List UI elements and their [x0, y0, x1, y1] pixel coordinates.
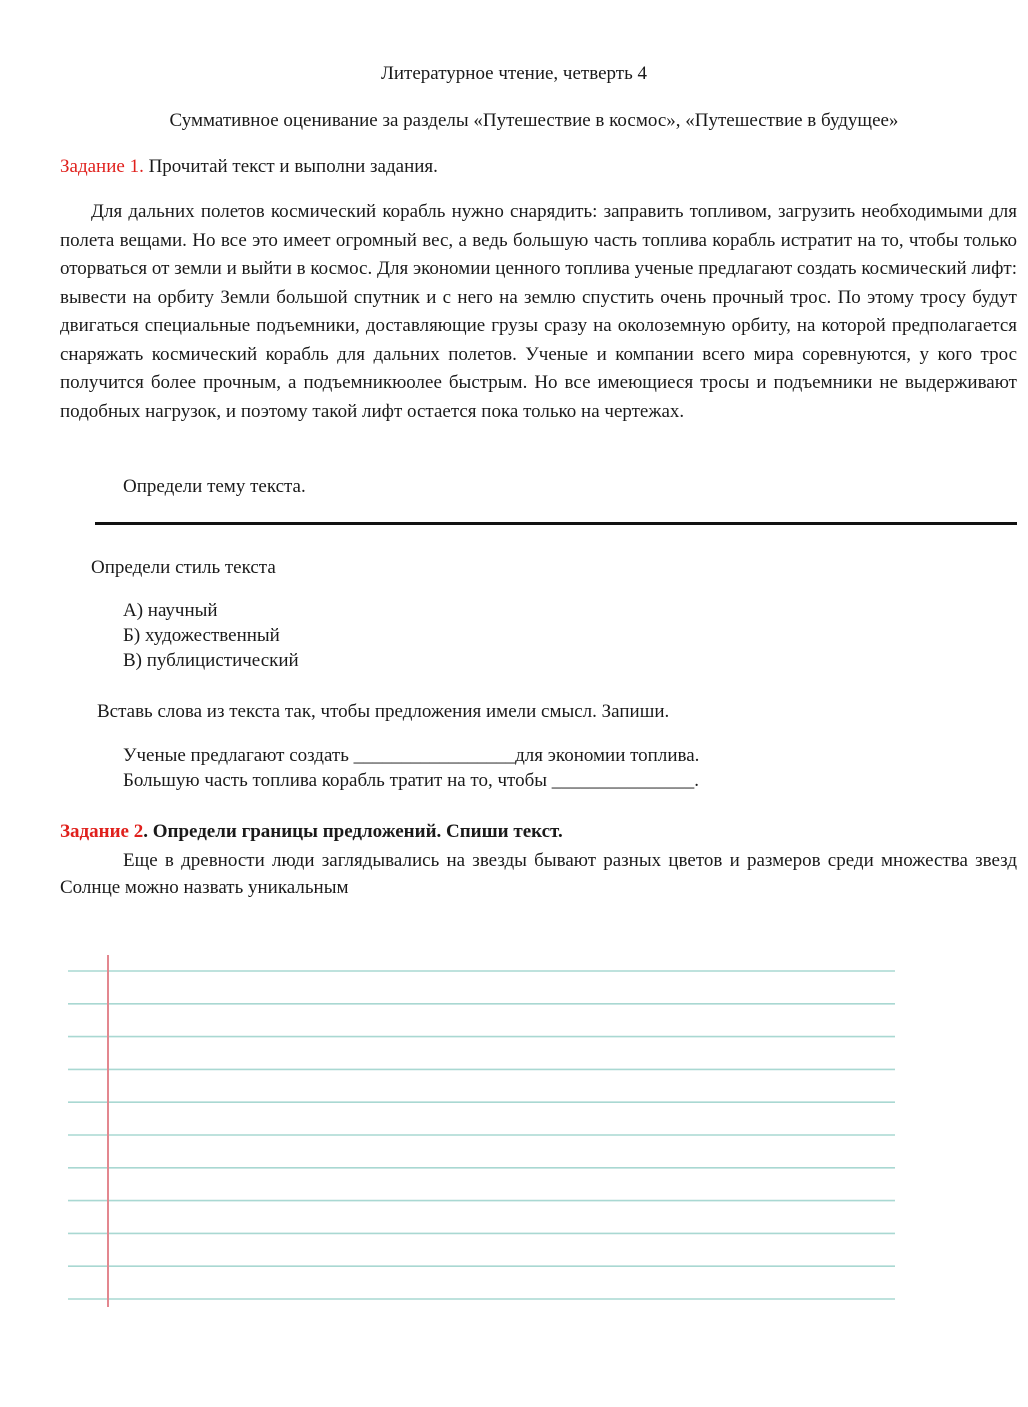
theme-answer-line[interactable] [95, 522, 1017, 525]
fill1-after: для экономии топлива. [515, 745, 700, 766]
task1-label: Задание 1. [60, 156, 144, 177]
task2-text: Еще в древности люди заглядывались на звезды бывают разных цветов и размеров среди множества звезд Солнце можно назвать уникальным [60, 850, 1017, 898]
question-insert: Вставь слова из текста так, чтобы предложения имели смысл. Запиши. [97, 701, 670, 722]
fill-sentence-1 [123, 744, 699, 768]
fill2-blank[interactable]: _______________ [551, 770, 695, 791]
page-title: Литературное чтение, четверть 4 [381, 63, 647, 84]
fill-sentence-2 [123, 769, 699, 793]
page-subtitle: Суммативное оценивание за разделы «Путешествие в космос», «Путешествие в будущее» [169, 110, 899, 131]
notebook-writing-area[interactable] [68, 955, 898, 1310]
fill1-before: Ученые предлагают создать [123, 745, 354, 766]
fill2-before: Большую часть топлива корабль тратит на то, чтобы [123, 770, 552, 791]
task2-label: Задание 2 [60, 821, 144, 842]
question-style: Определи стиль текста [91, 557, 276, 578]
option-a[interactable]: А) научный [123, 600, 218, 621]
fill2-after: . [694, 770, 700, 791]
task1-text: Для дальних полетов космический корабль нужно снарядить: заправить топливом, загрузить необходимыми для полета вещами. Но все это имеет огромный вес, а ведь большую часть топлива корабль истратит на то, чтобы только оторваться от земли и выйти в космос. Для экономии ценного топлива ученые предлагают создать космический лифт: вывести на орбиту Земли большой спутник и с него на землю спустить очень прочный трос. По этому тросу будут двигаться специальные подъемники, доставляющие грузы сразу на околоземную орбиту, на которой предполагается снаряжать космический корабль для дальних полетов. Ученые и компании всего мира соревнуются, у кого трос получится более прочным, а подъемникюолее быстрым. Но все имеющиеся тросы и подъемники не выдерживают подобных нагрузок, и поэтому такой лифт остается пока только на чертежах. [60, 201, 1017, 422]
fill1-blank[interactable]: _________________ [353, 745, 516, 766]
question-theme: Определи тему текста. [123, 476, 306, 497]
task1-instruction: Прочитай текст и выполни задания. [148, 156, 438, 177]
task2-instruction: . Определи границы предложений. Спиши текст. [143, 821, 563, 842]
option-c[interactable]: В) публицистический [123, 650, 299, 671]
task1-heading [60, 155, 438, 179]
option-b[interactable]: Б) художественный [123, 625, 280, 646]
task2-heading [60, 820, 563, 844]
